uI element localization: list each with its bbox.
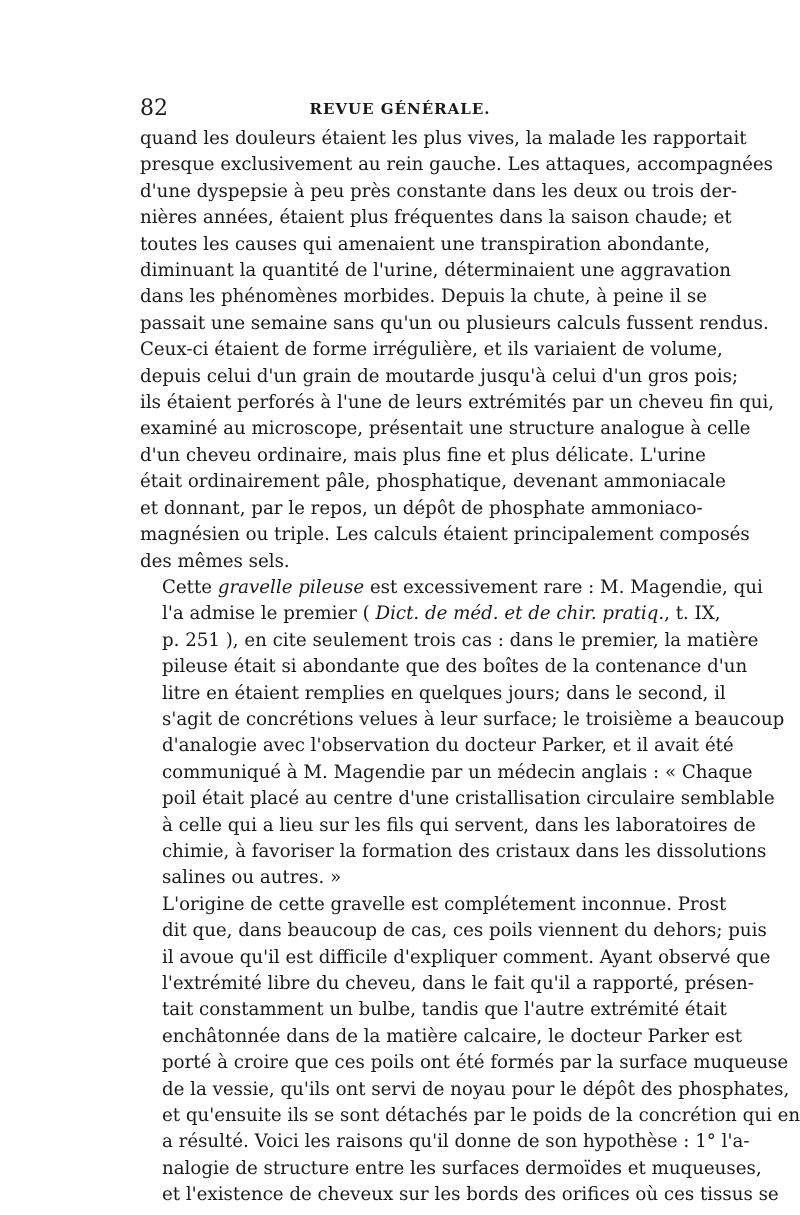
- text-line: pileuse était si abondante que des boîtes de la contenance d'un: [162, 656, 748, 678]
- text-line: poil était placé au centre d'une cristallisation circulaire semblable: [162, 788, 775, 810]
- text-line: et donnant, par le repos, un dépôt de phosphate ammoniaco-: [140, 497, 703, 519]
- paragraph: [140, 575, 785, 892]
- text-line: dans les phénomènes morbides. Depuis la chute, à peine il se: [140, 286, 707, 308]
- text-line: ils étaient perforés à l'une de leurs extrémités par un cheveu fin qui,: [140, 392, 775, 414]
- text-line: s'agit de concrétions velues à leur surface; le troisième a beaucoup: [162, 708, 785, 730]
- text-line: d'analogie avec l'observation du docteur Parker, et il avait été: [162, 735, 734, 757]
- paragraph: [140, 126, 775, 575]
- text-line: examiné au microscope, présentait une structure analogue à celle: [140, 418, 751, 440]
- text-line: presque exclusivement au rein gauche. Les attaques, accompagnées: [140, 154, 773, 176]
- text-line: à celle qui a lieu sur les fils qui servent, dans les laboratoires de: [162, 814, 756, 836]
- paragraph: [140, 892, 800, 1209]
- text-line: communiqué à M. Magendie par un médecin anglais : « Chaque: [162, 761, 753, 783]
- text-line: d'un cheveu ordinaire, mais plus fine et plus délicate. L'urine: [140, 444, 706, 466]
- text-line: salines ou autres. »: [162, 867, 342, 889]
- text-line: Ceux-ci étaient de forme irrégulière, et ils variaient de volume,: [140, 339, 723, 361]
- text-line: tait constamment un bulbe, tandis que l'autre extrémité était: [162, 999, 727, 1021]
- page-header: [140, 96, 660, 126]
- text-line: nalogie de structure entre les surfaces dermoïdes et muqueuses,: [162, 1157, 762, 1179]
- text-line: L'origine de cette gravelle est complétement inconnue. Prost: [162, 893, 727, 915]
- text-line: diminuant la quantité de l'urine, déterminaient une aggravation: [140, 260, 731, 282]
- text-line: l'a admise le premier ( Dict. de méd. et de chir. pratiq., t. IX,: [162, 603, 721, 625]
- text-line: nières années, étaient plus fréquentes dans la saison chaude; et: [140, 207, 732, 229]
- italic-text: gravelle pileuse: [217, 576, 365, 598]
- text-line: des mêmes sels.: [140, 550, 290, 572]
- text-line: quand les douleurs étaient les plus vives, la malade les rapportait: [140, 128, 747, 149]
- text-line: magnésien ou triple. Les calculs étaient principalement composés: [140, 524, 750, 546]
- text-line: p. 251 ), en cite seulement trois cas : dans le premier, la matière: [162, 629, 759, 651]
- text-line: a résulté. Voici les raisons qu'il donne de son hypothèse : 1° l'a-: [162, 1131, 750, 1153]
- text-line: il avoue qu'il est difficile d'expliquer comment. Ayant observé que: [162, 946, 771, 968]
- text-line: passait une semaine sans qu'un ou plusieurs calculs fussent rendus.: [140, 312, 769, 334]
- text-line: et l'existence de cheveux sur les bords des orifices où ces tissus se: [162, 1184, 779, 1206]
- text-line: chimie, à favoriser la formation des cristaux dans les dissolutions: [162, 840, 767, 862]
- text-line: dit que, dans beaucoup de cas, ces poils viennent du dehors; puis: [162, 920, 767, 942]
- text-line: de la vessie, qu'ils ont servi de noyau pour le dépôt des phosphates,: [162, 1078, 790, 1100]
- text-line: porté à croire que ces poils ont été formés par la surface muqueuse: [162, 1052, 789, 1074]
- text-line: et qu'ensuite ils se sont détachés par le poids de la concrétion qui en: [162, 1105, 800, 1127]
- body-text: [140, 126, 800, 1209]
- text-line: litre en étaient remplies en quelques jours; dans le second, il: [162, 682, 726, 704]
- text-line: enchâtonnée dans de la matière calcaire, le docteur Parker est: [162, 1025, 743, 1047]
- page-number: 82: [140, 96, 168, 121]
- text-line: depuis celui d'un grain de moutarde jusqu'à celui d'un gros pois;: [140, 365, 739, 387]
- running-head: REVUE GÉNÉRALE.: [309, 100, 491, 118]
- text-line: Cette gravelle pileuse est excessivement rare : M. Magendie, qui: [162, 576, 763, 598]
- text-line: l'extrémité libre du cheveu, dans le fait qu'il a rapporté, présen-: [162, 973, 754, 994]
- text-line: était ordinairement pâle, phosphatique, devenant ammoniacale: [140, 471, 726, 493]
- text-line: d'une dyspepsie à peu près constante dans les deux ou trois der-: [140, 180, 737, 202]
- text-line: toutes les causes qui amenaient une transpiration abondante,: [140, 233, 711, 255]
- italic-text: Dict. de méd. et de chir. pratiq.: [375, 603, 665, 625]
